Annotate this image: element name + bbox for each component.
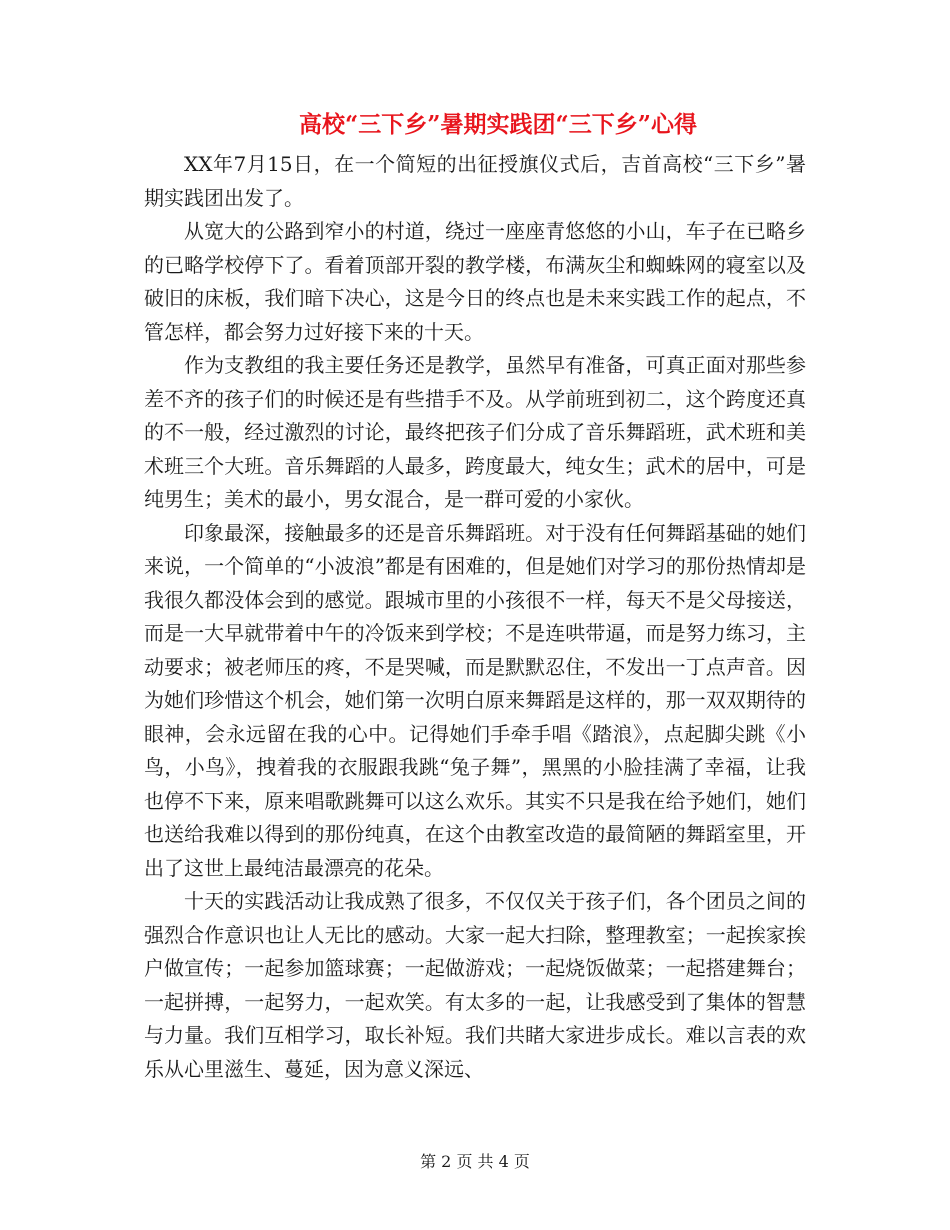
paragraph: 作为支教组的我主要任务还是教学，虽然早有准备，可真正面对那些参差不齐的孩子们的时候还是有些措手不及。从学前班到初二，这个跨度还真的不一般，经过激烈的讨论，最终把孩子们分成了音乐舞蹈班，武术班和美术班三个大班。音乐舞蹈的人最多，跨度最大，纯女生；武术的居中，可是纯男生；美术的最小，男女混合，是一群可爱的小家伙。 [144, 353, 806, 511]
document-body [144, 148, 806, 1086]
paragraph: 印象最深，接触最多的还是音乐舞蹈班。对于没有任何舞蹈基础的她们来说，一个简单的“小波浪”都是有困难的，但是她们对学习的那份热情却是我很久都没体会到的感觉。跟城市里的小孩很不一样，每天不是父母接送，而是一大早就带着中午的冷饭来到学校；不是连哄带逼，而是努力练习，主动要求；被老师压的疼，不是哭喊，而是默默忍住，不发出一丁点声音。因为她们珍惜这个机会，她们第一次明白原来舞蹈是这样的，那一双双期待的眼神，会永远留在我的心中。记得她们手牵手唱《踏浪》，点起脚尖跳《小鸟，小鸟》，拽着我的衣服跟我跳“兔子舞”，黑黑的小脸挂满了幸福，让我也停不下来，原来唱歌跳舞可以这么欢乐。其实不只是我在给予她们，她们也送给我难以得到的那份纯真，在这个由教室改造的最简陋的舞蹈室里，开出了这世上最纯洁最漂亮的花朵。 [144, 520, 806, 880]
paragraph: 从宽大的公路到窄小的村道，绕过一座座青悠悠的小山，车子在已略乡的已略学校停下了。看着顶部开裂的教学楼，布满灰尘和蜘蛛网的寝室以及破旧的床板，我们暗下决心，这是今日的终点也是未来实践工作的起点，不管怎样，都会努力过好接下来的十天。 [144, 219, 806, 344]
document-title: 高校“三下乡”暑期实践团“三下乡”心得 [299, 111, 697, 138]
paragraph: XX年7月15日，在一个简短的出征授旗仪式后，吉首高校“三下乡”暑期实践团出发了。 [144, 152, 806, 210]
page-footer [0, 1150, 950, 1174]
page-number-label: 第 2 页 共 4 页 [420, 1152, 530, 1171]
paragraph: 十天的实践活动让我成熟了很多，不仅仅关于孩子们，各个团员之间的强烈合作意识也让人无比的感动。大家一起大扫除，整理教室；一起挨家挨户做宣传；一起参加篮球赛；一起做游戏；一起烧饭做菜；一起搭建舞台；一起拼搏，一起努力，一起欢笑。有太多的一起，让我感受到了集体的智慧与力量。我们互相学习，取长补短。我们共睹大家进步成长。难以言表的欢乐从心里滋生、蔓延，因为意义深远、 [144, 889, 806, 1081]
